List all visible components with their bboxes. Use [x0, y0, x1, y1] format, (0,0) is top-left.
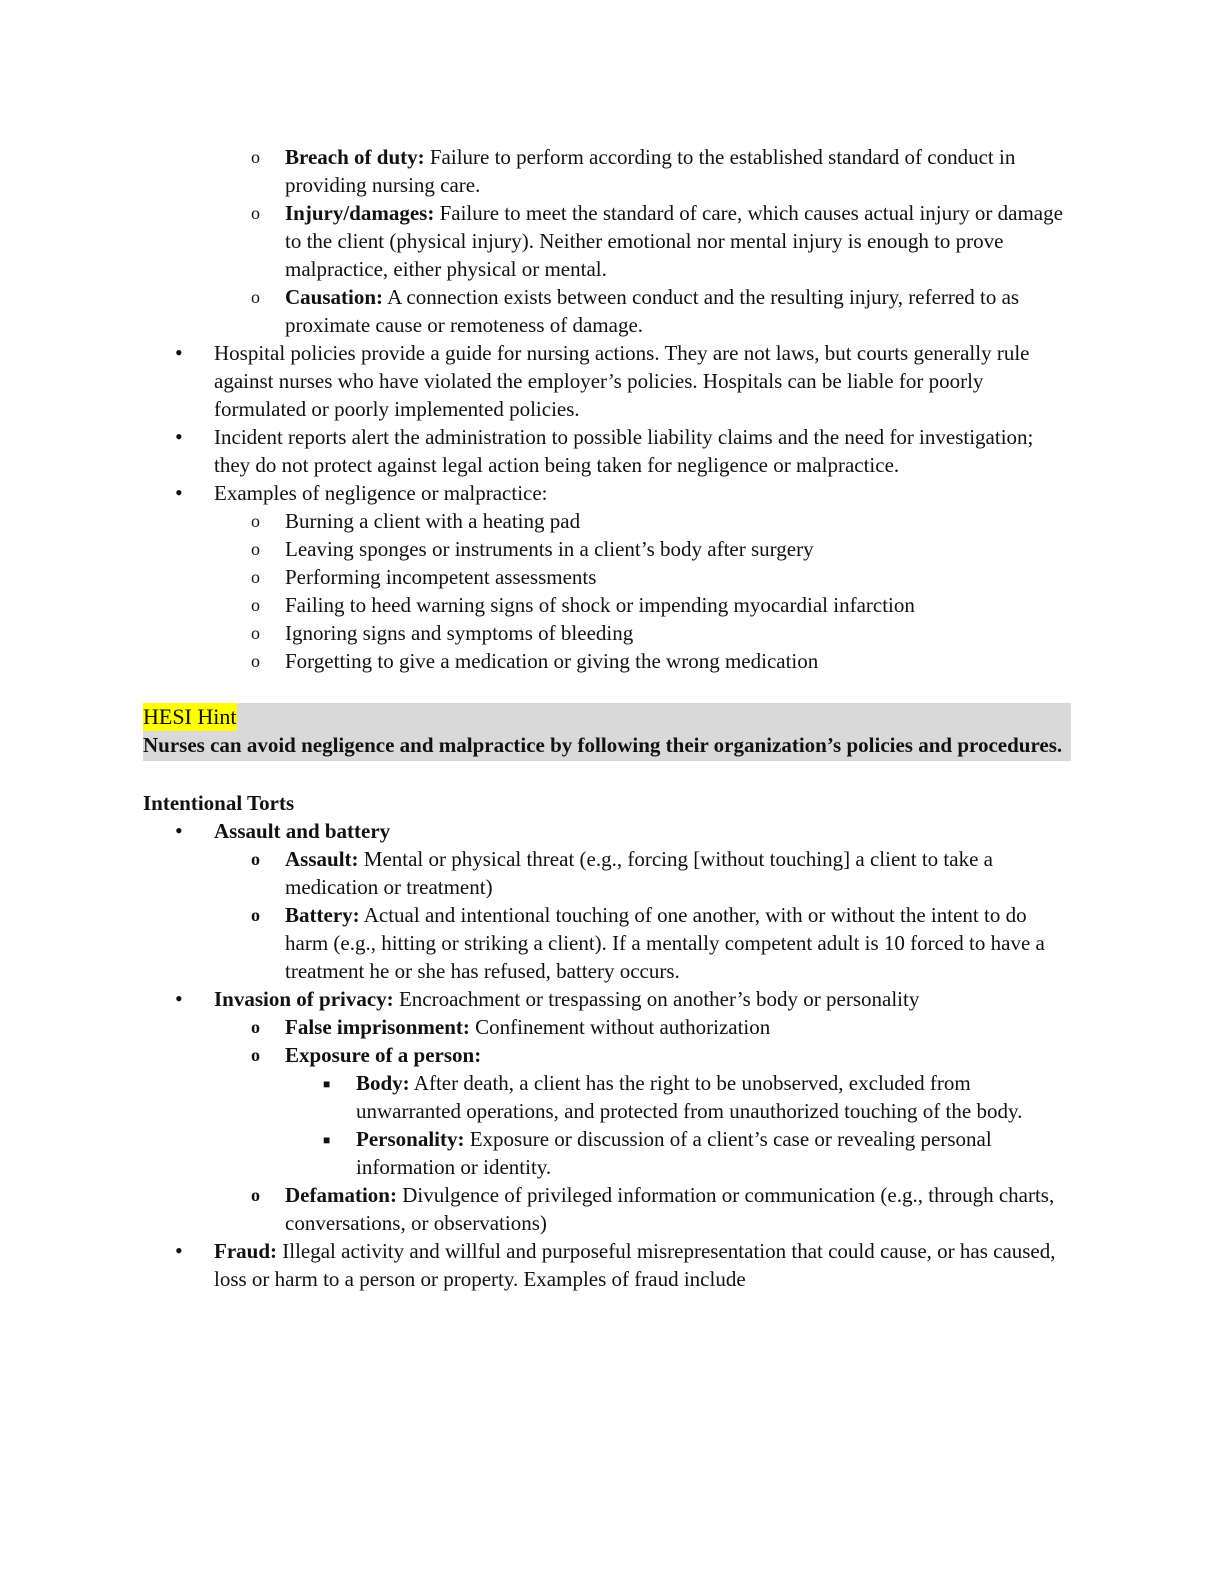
example-text: Forgetting to give a medication or giving the wrong medication: [285, 649, 819, 673]
definition: Failure to meet the standard of care, which causes actual injury or damage to the client (physical injury). Neither emotional nor mental injury is enough to prove malpractice, either physical or mental.: [285, 201, 1063, 281]
definition: Illegal activity and willful and purposeful misrepresentation that could cause, or has caused, loss or harm to a person or property. Examples of fraud include: [214, 1239, 1056, 1291]
example-item: [143, 647, 1071, 675]
definition: Confinement without authorization: [469, 1015, 771, 1039]
list-item-causation: [143, 283, 1071, 339]
bullet-icon: •: [175, 986, 183, 1011]
term: Breach of duty:: [285, 145, 425, 169]
hollow-bullet-icon: o: [251, 287, 260, 307]
definition: Divulgence of privileged information or communication (e.g., through charts, conversations, or observations): [285, 1183, 1055, 1235]
hint-title: HESI Hint: [143, 704, 237, 729]
bullet-text: Examples of negligence or malpractice:: [214, 481, 548, 505]
hollow-bullet-icon: o: [251, 651, 260, 671]
hollow-bullet-icon: o: [251, 623, 260, 643]
example-item: [143, 619, 1071, 647]
example-text: Ignoring signs and symptoms of bleeding: [285, 621, 634, 645]
hesi-hint-box: [143, 703, 1071, 761]
hollow-bullet-icon: o: [251, 1017, 260, 1037]
term: Personality:: [356, 1127, 465, 1151]
list-item-injury-damages: [143, 199, 1071, 283]
bullet-icon: •: [175, 818, 183, 843]
definition: Encroachment or trespassing on another’s body or personality: [393, 987, 920, 1011]
square-bullet-icon: ■: [323, 1077, 331, 1091]
bullet-icon: •: [175, 1238, 183, 1263]
term: Body:: [356, 1071, 410, 1095]
hollow-bullet-icon: o: [251, 1045, 260, 1065]
bullet-icon: •: [175, 480, 183, 505]
term: Assault and battery: [214, 819, 391, 843]
hollow-bullet-icon: o: [251, 567, 260, 587]
example-text: Leaving sponges or instruments in a client’s body after surgery: [285, 537, 814, 561]
definition: Exposure or discussion of a client’s case or revealing personal information or identity.: [356, 1127, 992, 1179]
list-item-assault: [143, 845, 1071, 901]
list-item-personality: [143, 1125, 1071, 1181]
term: Fraud:: [214, 1239, 277, 1263]
term: False imprisonment:: [285, 1015, 470, 1039]
spacer: [143, 675, 1071, 703]
hollow-bullet-icon: o: [251, 905, 260, 925]
list-item-battery: [143, 901, 1071, 985]
hint-body: Nurses can avoid negligence and malpractice by following their organization’s policies and procedures.: [143, 733, 1063, 757]
bullet-fraud: [143, 1237, 1071, 1293]
term: Causation:: [285, 285, 384, 309]
bullet-incident-reports: [143, 423, 1071, 479]
hollow-bullet-icon: o: [251, 1185, 260, 1205]
hollow-bullet-icon: o: [251, 147, 260, 167]
example-text: Failing to heed warning signs of shock or impending myocardial infarction: [285, 593, 915, 617]
spacer: [143, 761, 1071, 789]
term: Invasion of privacy:: [214, 987, 394, 1011]
term: Assault:: [285, 847, 359, 871]
definition: A connection exists between conduct and the resulting injury, referred to as proximate cause or remoteness of damage.: [285, 285, 1020, 337]
bullet-hospital-policies: [143, 339, 1071, 423]
document-page: [143, 143, 1071, 1293]
term: Injury/damages:: [285, 201, 435, 225]
bullet-assault-and-battery: [143, 817, 1071, 845]
list-item-exposure: [143, 1041, 1071, 1069]
bullet-text: Hospital policies provide a guide for nursing actions. They are not laws, but courts generally rule against nurses who have violated the employer’s policies. Hospitals can be liable for poorly formulated or poorly implemented policies.: [214, 341, 1030, 421]
example-text: Performing incompetent assessments: [285, 565, 597, 589]
list-item-defamation: [143, 1181, 1071, 1237]
hollow-bullet-icon: o: [251, 511, 260, 531]
hollow-bullet-icon: o: [251, 539, 260, 559]
bullet-invasion-of-privacy: [143, 985, 1071, 1013]
bullet-examples: [143, 479, 1071, 507]
example-item: [143, 563, 1071, 591]
term: Defamation:: [285, 1183, 397, 1207]
section-heading: Intentional Torts: [143, 791, 295, 815]
bullet-icon: •: [175, 340, 183, 365]
definition: Actual and intentional touching of one another, with or without the intent to do harm (e.g., hitting or striking a client). If a mentally competent adult is 10 forced to have a treatment he or she has refused, battery occurs.: [285, 903, 1045, 983]
list-item-body: [143, 1069, 1071, 1125]
term: Exposure of a person:: [285, 1043, 482, 1067]
hollow-bullet-icon: o: [251, 203, 260, 223]
example-item: [143, 535, 1071, 563]
example-item: [143, 591, 1071, 619]
bullet-text: Incident reports alert the administration to possible liability claims and the need for investigation; they do not protect against legal action being taken for negligence or malpractice.: [214, 425, 1034, 477]
bullet-icon: •: [175, 424, 183, 449]
square-bullet-icon: ■: [323, 1133, 331, 1147]
list-item-false-imprisonment: [143, 1013, 1071, 1041]
hollow-bullet-icon: o: [251, 595, 260, 615]
term: Battery:: [285, 903, 360, 927]
example-text: Burning a client with a heating pad: [285, 509, 581, 533]
definition: Mental or physical threat (e.g., forcing [without touching] a client to take a medication or treatment): [285, 847, 993, 899]
definition: Failure to perform according to the established standard of conduct in providing nursing care.: [285, 145, 1016, 197]
example-item: [143, 507, 1071, 535]
list-item-breach-of-duty: [143, 143, 1071, 199]
hollow-bullet-icon: o: [251, 849, 260, 869]
definition: After death, a client has the right to be unobserved, excluded from unwarranted operations, and protected from unauthorized touching of the body.: [356, 1071, 1023, 1123]
